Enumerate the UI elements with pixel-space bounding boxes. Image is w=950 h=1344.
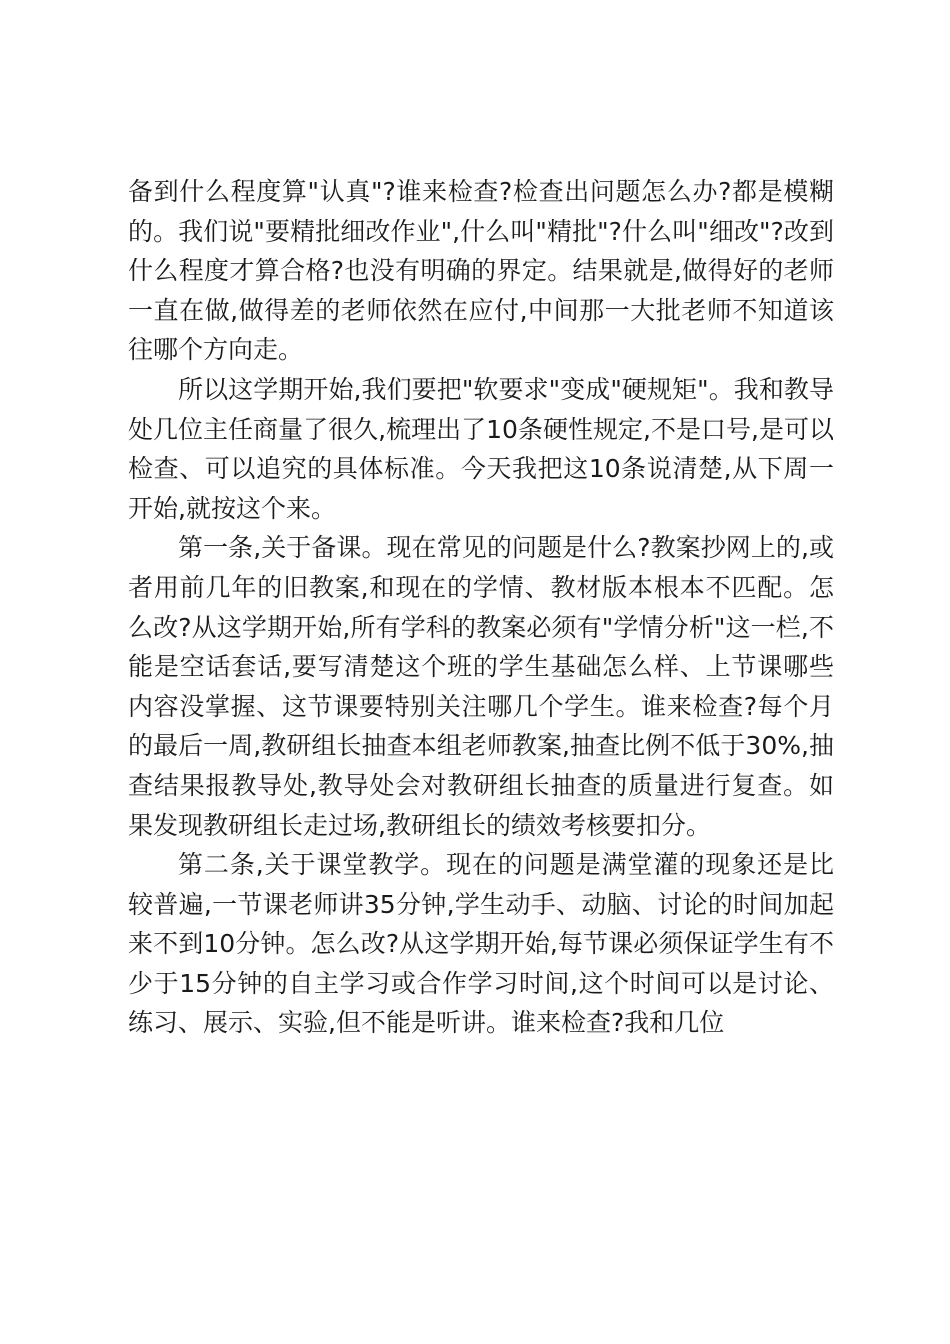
body-text [128,172,834,1043]
paragraph-continuation: 备到什么程度算"认真"?谁来检查?检查出问题怎么办?都是模糊的。我们说"要精批细改作业",什么叫"精批"?什么叫"细改"?改到什么程度才算合格?也没有明确的界定。结果就是,做得好的老师一直在做,做得差的老师依然在应付,中间那一大批老师不知道该往哪个方向走。 [128,177,834,365]
paragraph-rule-1-lesson-prep: 第一条,关于备课。现在常见的问题是什么?教案抄网上的,或者用前几年的旧教案,和现在的学情、教材版本根本不匹配。怎么改?从这学期开始,所有学科的教案必须有"学情分析"这一栏,不能是空话套话,要写清楚这个班的学生基础怎么样、上节课哪些内容没掌握、这节课要特别关注哪几个学生。谁来检查?每个月的最后一周,教研组长抽查本组老师教案,抽查比例不低于30%,抽查结果报教导处,教导处会对教研组长抽查的质量进行复查。如果发现教研组长走过场,教研组长的绩效考核要扣分。 [128,533,834,840]
paragraph-rule-2-classroom-teaching: 第二条,关于课堂教学。现在的问题是满堂灌的现象还是比较普遍,一节课老师讲35分钟,学生动手、动脑、讨论的时间加起来不到10分钟。怎么改?从这学期开始,每节课必须保证学生有不少于15分钟的自主学习或合作学习时间,这个时间可以是讨论、练习、展示、实验,但不能是听讲。谁来检查?我和几位 [128,850,834,1038]
paragraph-hard-rules-intro: 所以这学期开始,我们要把"软要求"变成"硬规矩"。我和教导处几位主任商量了很久,梳理出了10条硬性规定,不是口号,是可以检查、可以追究的具体标准。今天我把这10条说清楚,从下周一开始,就按这个来。 [128,374,834,523]
